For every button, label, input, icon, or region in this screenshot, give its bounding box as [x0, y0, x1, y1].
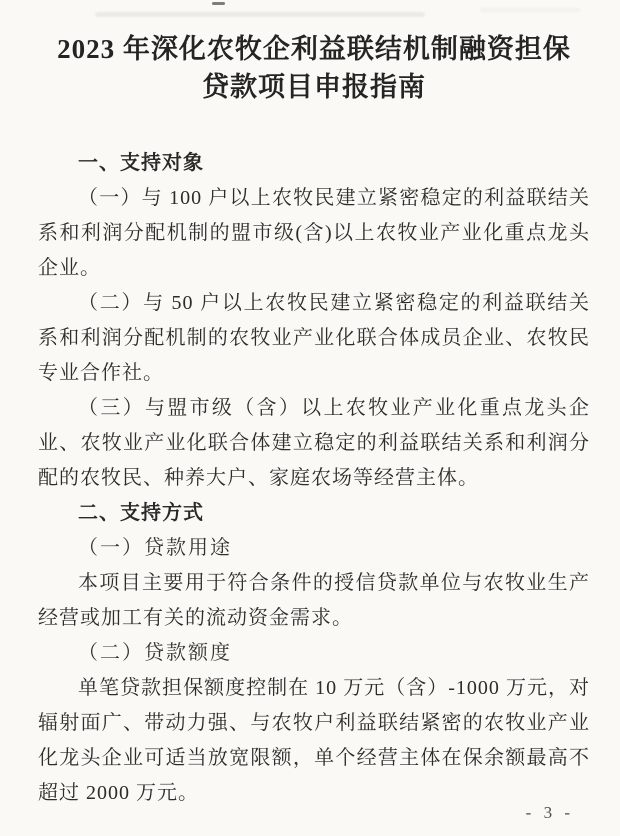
- paragraph-support-target-3: （三）与盟市级（含）以上农牧业产业化重点龙头企业、农牧业产业化联合体建立稳定的利益联结关系和利润分配的农牧民、种养大户、家庭农场等经营主体。: [38, 397, 590, 489]
- page-number: - 3 -: [525, 803, 574, 822]
- title-line-2: 贷款项目申报指南: [202, 72, 426, 102]
- scan-artifact-smudge: [480, 8, 580, 12]
- document-content: [38, 30, 590, 811]
- scan-artifact-smudge: [95, 12, 425, 17]
- subsection-heading-loan-purpose: （一）贷款用途: [78, 537, 232, 559]
- document-body: [38, 146, 590, 811]
- section-heading-support-targets: 一、支持对象: [78, 152, 204, 174]
- section-heading-support-methods: 二、支持方式: [78, 502, 204, 524]
- scan-artifact-dash: [212, 2, 225, 5]
- paragraph-loan-purpose: 本项目主要用于符合条件的授信贷款单位与农牧业生产经营或加工有关的流动资金需求。: [38, 572, 590, 629]
- paragraph-support-target-1: （一）与 100 户以上农牧民建立紧密稳定的利益联结关系和利润分配机制的盟市级(含)以上农牧业产业化重点龙头企业。: [38, 187, 590, 279]
- title-line-1: 2023 年深化农牧企利益联结机制融资担保: [57, 34, 571, 64]
- subsection-heading-loan-amount: （二）贷款额度: [78, 642, 232, 664]
- document-title: [52, 30, 576, 106]
- paragraph-support-target-2: （二）与 50 户以上农牧民建立紧密稳定的利益联结关系和利润分配机制的农牧业产业化联合体成员企业、农牧民专业合作社。: [38, 292, 590, 384]
- paragraph-loan-amount: 单笔贷款担保额度控制在 10 万元（含）-1000 万元，对辐射面广、带动力强、与农牧户利益联结紧密的农牧业产业化龙头企业可适当放宽限额，单个经营主体在保余额最高不超过 2000 万元。: [38, 677, 590, 804]
